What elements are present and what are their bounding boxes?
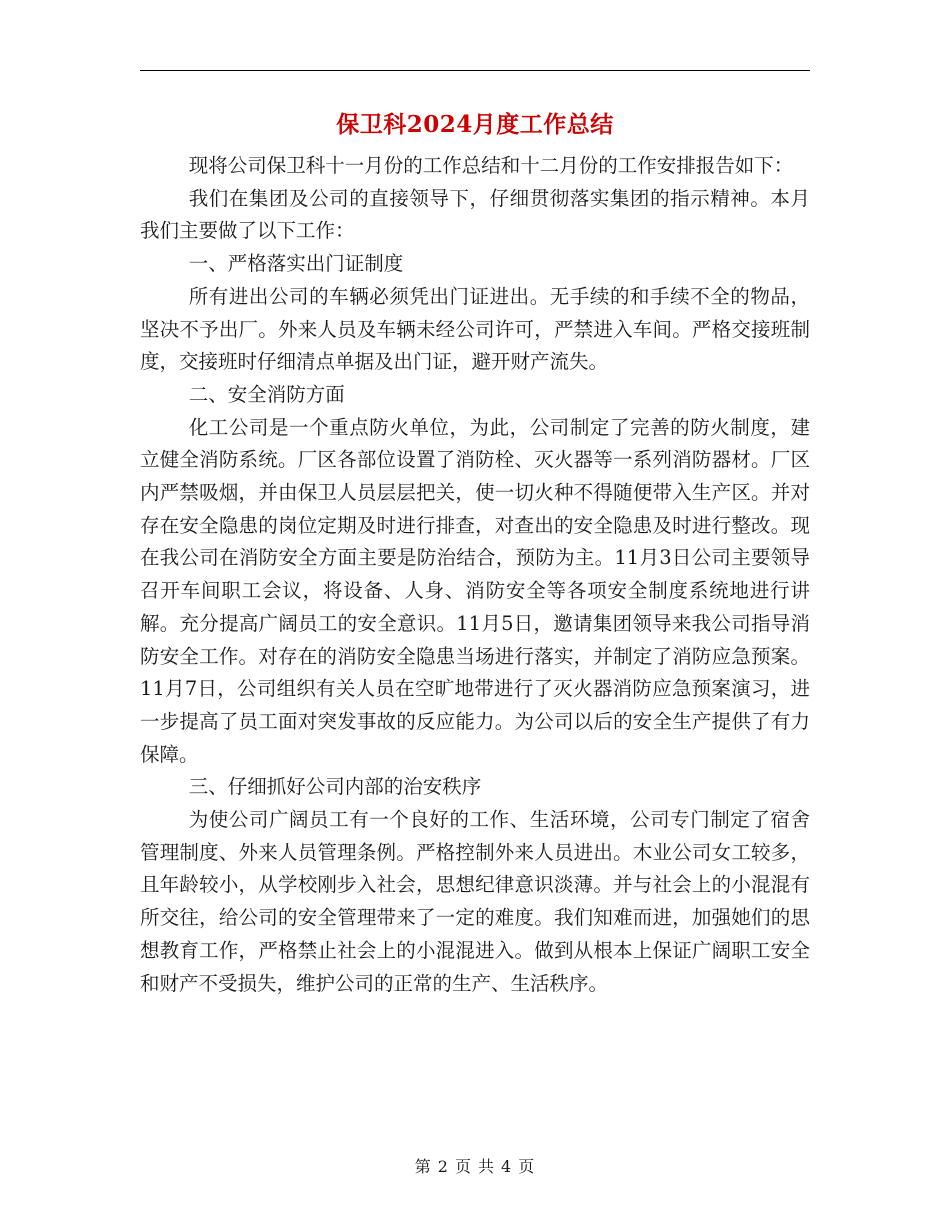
footer-total-pages: 4 <box>501 1157 513 1176</box>
paragraph-section-2: 化工公司是一个重点防火单位，为此，公司制定了完善的防火制度，建立健全消防系统。厂区各部位设置了消防栓、灭火器等一系列消防器材。厂区内严禁吸烟，并由保卫人员层层把关，使一切火种不得随便带入生产区。并对存在安全隐患的岗位定期及时进行排查，对查出的安全隐患及时进行整改。现在我公司在消防安全方面主要是防治结合，预防为主。11月3日公司主要领导召开车间职工会议，将设备、人身、消防安全等各项安全制度系统地进行讲解。充分提高广阔员工的安全意识。11月5日，邀请集团领导来我公司指导消防安全工作。对存在的消防安全隐患当场进行落实，并制定了消防应急预案。11月7日，公司组织有关人员在空旷地带进行了灭火器消防应急预案演习，进一步提高了员工面对突发事故的反应能力。为公司以后的安全生产提供了有力保障。 <box>140 415 810 766</box>
footer-total-word: 共 <box>478 1157 496 1176</box>
footer-prefix: 第 <box>414 1157 432 1176</box>
footer-current-page: 2 <box>437 1157 449 1176</box>
paragraph-intro: 现将公司保卫科十一月份的工作总结和十二月份的工作安排报告如下： <box>188 154 794 177</box>
footer-page-word: 页 <box>454 1157 472 1176</box>
section-heading-2: 二、安全消防方面 <box>188 382 345 406</box>
section-heading-1: 一、严格落实出门证制度 <box>188 252 404 276</box>
page-footer <box>140 1154 810 1177</box>
document-title: 保卫科2024月度工作总结 <box>336 111 614 138</box>
footer-suffix: 页 <box>518 1157 536 1176</box>
header-rule <box>140 70 810 71</box>
section-heading-3: 三、仔细抓好公司内部的治安秩序 <box>188 775 482 799</box>
paragraph-section-1: 所有进出公司的车辆必须凭出门证进出。无手续的和手续不全的物品，坚决不予出厂。外来人员及车辆未经公司许可，严禁进入车间。严格交接班制度，交接班时仔细清点单据及出门证，避开财产流失。 <box>140 284 810 374</box>
paragraph-section-3: 为使公司广阔员工有一个良好的工作、生活环境，公司专门制定了宿舍管理制度、外来人员管理条例。严格控制外来人员进出。木业公司女工较多，且年龄较小，从学校刚步入社会，思想纪律意识淡薄。并与社会上的小混混有所交往，给公司的安全管理带来了一定的难度。我们知难而进，加强她们的思想教育工作，严格禁止社会上的小混混进入。做到从根本上保证广阔职工安全和财产不受损失，维护公司的正常的生产、生活秩序。 <box>140 808 810 995</box>
paragraph-leadership: 我们在集团及公司的直接领导下，仔细贯彻落实集团的指示精神。本月我们主要做了以下工作： <box>140 186 810 243</box>
document-body <box>140 150 810 1000</box>
